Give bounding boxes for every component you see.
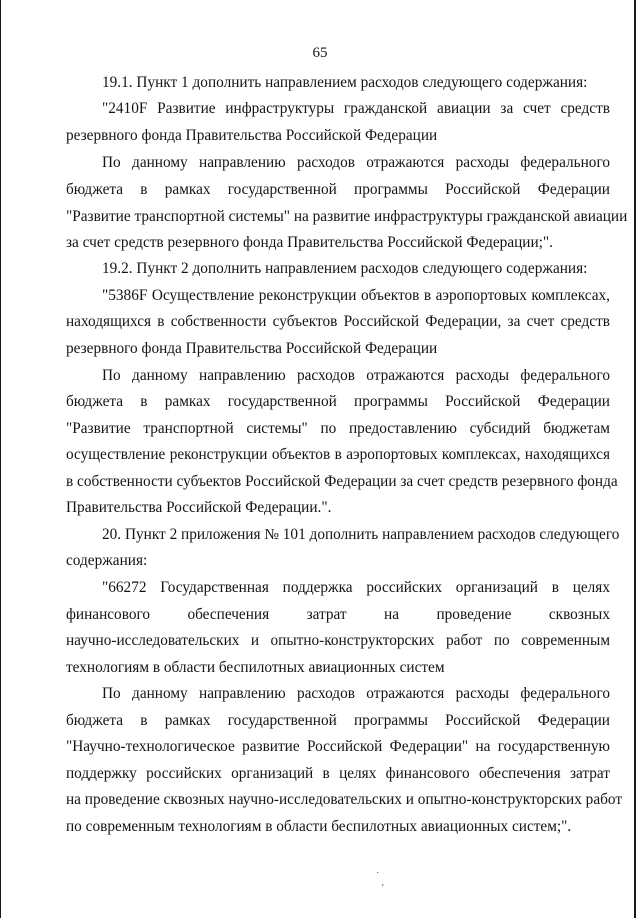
paragraph-line: технологиям в области беспилотных авиационных систем <box>66 659 445 676</box>
paragraph-line: "5386F Осуществление реконструкции объектов в аэропортовых комплексах, <box>102 287 610 304</box>
scan-mark: ʼ <box>381 883 385 894</box>
paragraph-line: бюджета в рамках государственной программы Российской Федерации <box>66 393 610 410</box>
paragraph-line: содержания: <box>66 552 148 569</box>
paragraph-line: "Научно-технологическое развитие Российской Федерации" на государственную <box>66 738 610 755</box>
paragraph-line: 19.1. Пункт 1 дополнить направлением расходов следующего содержания: <box>102 74 588 91</box>
paragraph-line: на проведение сквозных научно-исследовательских и опытно-конструкторских работ <box>66 791 623 808</box>
paragraph-line: осуществление реконструкции объектов в аэропортовых комплексах, находящихся <box>66 446 610 463</box>
paragraph-line: "2410F Развитие инфраструктуры гражданской авиации за счет средств <box>102 100 610 117</box>
paragraph-line: "Развитие транспортной системы" на развитие инфраструктуры гражданской авиации <box>66 208 628 225</box>
paragraph-line: Правительства Российской Федерации.". <box>66 499 332 516</box>
paragraph-line: в собственности субъектов Российской Федерации за счет средств резервного фонда <box>66 473 618 490</box>
paragraph-line: находящихся в собственности субъектов Российской Федерации, за счет средств <box>66 313 610 330</box>
paragraph-line: По данному направлению расходов отражаются расходы федерального <box>102 685 610 702</box>
paragraph-line: финансового обеспечения затрат на проведение сквозных <box>66 606 610 623</box>
paragraph-line: 20. Пункт 2 приложения № 101 дополнить направлением расходов следующего <box>102 526 620 543</box>
paragraph-line: 19.2. Пункт 2 дополнить направлением расходов следующего содержания: <box>102 260 588 277</box>
paragraph-line: резервного фонда Правительства Российской Федерации <box>66 340 438 357</box>
paragraph-line: бюджета в рамках государственной программы Российской Федерации <box>66 181 610 198</box>
paragraph-line: "Развитие транспортной системы" по предоставлению субсидий бюджетам <box>66 420 610 437</box>
paragraph-line: По данному направлению расходов отражаются расходы федерального <box>102 154 610 171</box>
paragraph-line: научно-исследовательских и опытно-конструкторских работ по современным <box>66 632 610 649</box>
page-number: 65 <box>312 45 328 61</box>
paragraph-line: за счет средств резервного фонда Правительства Российской Федерации;". <box>66 234 553 251</box>
paragraph-line: "66272 Государственная поддержка российских организаций в целях <box>102 579 610 596</box>
scan-mark: ˙ <box>376 871 380 882</box>
paragraph-line: По данному направлению расходов отражаются расходы федерального <box>102 367 610 384</box>
paragraph-line: по современным технологиям в области беспилотных авиационных систем;". <box>66 818 572 835</box>
paragraph-line: поддержку российских организаций в целях финансового обеспечения затрат <box>66 765 610 782</box>
paragraph-line: бюджета в рамках государственной программы Российской Федерации <box>66 712 610 729</box>
paragraph-line: резервного фонда Правительства Российской Федерации <box>66 127 438 144</box>
